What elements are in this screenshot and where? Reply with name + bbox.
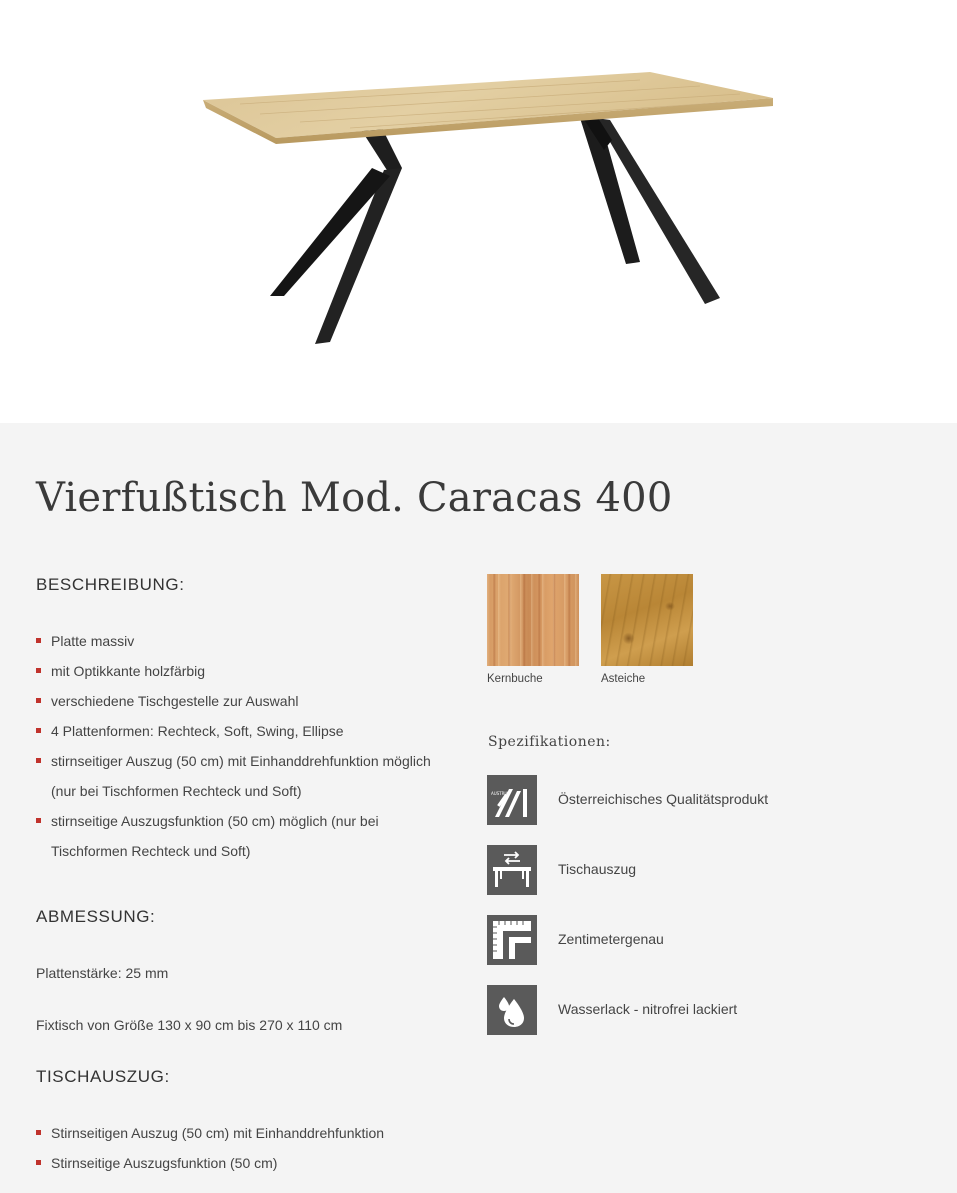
list-item-line: Tischformen Rechteck und Soft) <box>51 843 251 859</box>
wood-swatch-label: Asteiche <box>601 673 646 685</box>
groesse-text: Fixtisch von Größe 130 x 90 cm bis 270 x 110 cm <box>36 1017 343 1033</box>
spec-label: Österreichisches Qualitätsprodukt <box>558 791 769 807</box>
list-item: Stirnseitige Auszugsfunktion (50 cm) <box>36 1148 466 1178</box>
spec-item <box>487 775 887 825</box>
product-image <box>0 0 957 423</box>
abmessung-heading: ABMESSUNG: <box>36 907 156 926</box>
list-item: verschiedene Tischgestelle zur Auswahl <box>36 686 466 716</box>
austria-quality-icon <box>487 775 537 825</box>
product-title: Vierfußtisch Mod. Caracas 400 <box>36 475 673 521</box>
list-item: 4 Plattenformen: Rechteck, Soft, Swing, Ellipse <box>36 716 466 746</box>
spec-item <box>487 915 887 965</box>
list-item-line: stirnseitiger Auszug (50 cm) mit Einhanddrehfunktion möglich <box>51 753 431 769</box>
plattenstaerke-text: Plattenstärke: 25 mm <box>36 965 169 981</box>
list-item <box>36 746 466 806</box>
list-item-line: stirnseitige Auszugsfunktion (50 cm) möglich (nur bei <box>51 813 379 829</box>
wood-swatch-asteiche[interactable] <box>601 574 693 666</box>
ruler-angle-icon <box>487 915 537 965</box>
wood-swatch-label: Kernbuche <box>487 673 543 685</box>
beschreibung-list <box>36 626 466 866</box>
spec-item <box>487 985 887 1035</box>
water-drops-icon <box>487 985 537 1035</box>
list-item: Stirnseitigen Auszug (50 cm) mit Einhanddrehfunktion <box>36 1118 466 1148</box>
spezifikationen-heading: Spezifikationen: <box>488 734 611 750</box>
spec-label: Tischauszug <box>558 861 637 877</box>
spec-item <box>487 845 887 895</box>
spec-label: Zentimetergenau <box>558 931 664 947</box>
svg-text:AUSTRIA: AUSTRIA <box>491 791 509 796</box>
product-info-panel <box>0 423 957 1193</box>
tischauszug-heading: TISCHAUSZUG: <box>36 1067 170 1086</box>
table-extension-icon <box>487 845 537 895</box>
tischauszug-list <box>36 1118 466 1178</box>
list-item: mit Optikkante holzfärbig <box>36 656 466 686</box>
table-illustration <box>0 0 957 423</box>
beschreibung-heading: BESCHREIBUNG: <box>36 575 185 594</box>
list-item-line: (nur bei Tischformen Rechteck und Soft) <box>51 783 302 799</box>
list-item <box>36 806 466 866</box>
spec-label: Wasserlack - nitrofrei lackiert <box>558 1001 738 1017</box>
list-item: Platte massiv <box>36 626 466 656</box>
wood-swatch-kernbuche[interactable] <box>487 574 579 666</box>
